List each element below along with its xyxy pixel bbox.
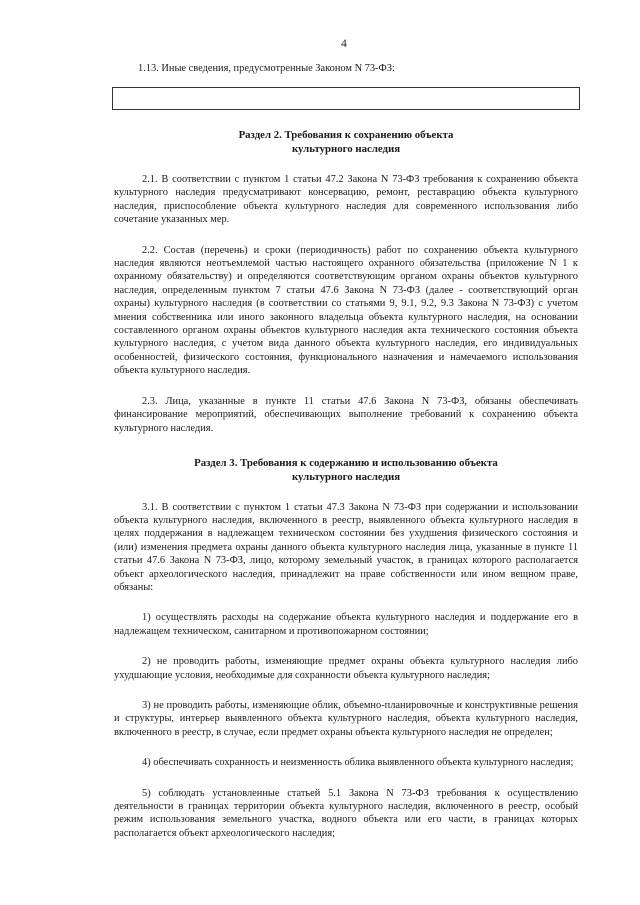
paragraph-2-1: 2.1. В соответствии с пунктом 1 статьи 47.2 Закона N 73-ФЗ требования к сохранению объекта культурного наследия предусматривают консервацию, ремонт, реставрацию объекта культурного наследия, приспособление объекта культурного наследия для современного использования либо сочетание указанных мер. (114, 174, 578, 226)
page-number: 4 (341, 38, 347, 50)
list-item-1: 1) осуществлять расходы на содержание объекта культурного наследия и поддержание его в надлежащем техническом, санитарном и противопожарном состоянии; (114, 612, 578, 637)
list-item-2: 2) не проводить работы, изменяющие предмет охраны объекта культурного наследия либо ухудшающие условия, необходимые для сохранности объекта культурного наследия; (114, 656, 578, 681)
section3-title-line1: Раздел 3. Требования к содержанию и использованию объекта (194, 456, 498, 469)
list-item-5: 5) соблюдать установленные статьей 5.1 Закона N 73-ФЗ требования к осуществлению деятельности в границах территории объекта культурного наследия, включенного в реестр, особый режим использования земельного участка, водного объекта или его части, в границах которых располагается объект археологического наследия; (114, 787, 578, 839)
paragraph-2-2: 2.2. Состав (перечень) и сроки (периодичность) работ по сохранению объекта культурного наследия являются неотъемлемой частью настоящего охранного обязательства (приложение N 1 к охранному обязательству) и определяются соответствующим органом охраны объектов культурного наследия, определенным пунктом 7 статьи 47.6 Закона N 73-ФЗ (далее - соответствующий орган охраны) культурного наследия (в соответствии со статьями 9, 9.1, 9.2, 9.3 Закона N 73-ФЗ) с учетом мнения собственника или иного законного владельца объекта культурного наследия, на основании составленного органом охраны объектов культурного наследия акта технического состояния объекта культурного наследия, с учетом вида данного объекта культурного наследия, его индивидуальных особенностей, физического состояния, функционального назначения и намечаемого использования объекта культурного наследия. (114, 244, 578, 377)
page-content (114, 62, 578, 840)
list-item-4: 4) обеспечивать сохранность и неизменность облика выявленного объекта культурного наследия; (142, 757, 574, 769)
paragraph-2-3: 2.3. Лица, указанные в пункте 11 статьи 47.6 Закона N 73-ФЗ, обязаны обеспечивать финансирование мероприятий, обеспечивающих выполнение требований к сохранению объекта культурного наследия. (114, 395, 578, 434)
paragraph-3-1: 3.1. В соответствии с пунктом 1 статьи 47.3 Закона N 73-ФЗ при содержании и использовании объекта культурного наследия, включенного в реестр, выявленного объекта культурного наследия в целях поддержания в надлежащем техническом состоянии без ухудшения физического состояния и (или) изменения предмета охраны данного объекта культурного наследия лица, указанные в пункте 11 статьи 47.6 Закона N 73-ФЗ, лицо, которому земельный участок, в границах которого располагается объект археологического наследия, принадлежит на праве собственности или ином вещном праве, обязаны: (114, 501, 578, 593)
section2-title-line2: культурного наследия (291, 143, 401, 156)
section2-title-line1: Раздел 2. Требования к сохранению объекта (238, 129, 454, 142)
other-info-field-box (112, 87, 580, 110)
section3-title-line2: культурного наследия (291, 470, 401, 483)
item-1-13: 1.13. Иные сведения, предусмотренные Законом N 73-ФЗ: (138, 63, 395, 74)
list-item-3: 3) не проводить работы, изменяющие облик, объемно-планировочные и конструктивные решения и структуры, интерьер выявленного объекта культурного наследия, объекта культурного наследия, включенного в реестр, в случае, если предмет охраны объекта культурного наследия не определен; (114, 699, 578, 738)
